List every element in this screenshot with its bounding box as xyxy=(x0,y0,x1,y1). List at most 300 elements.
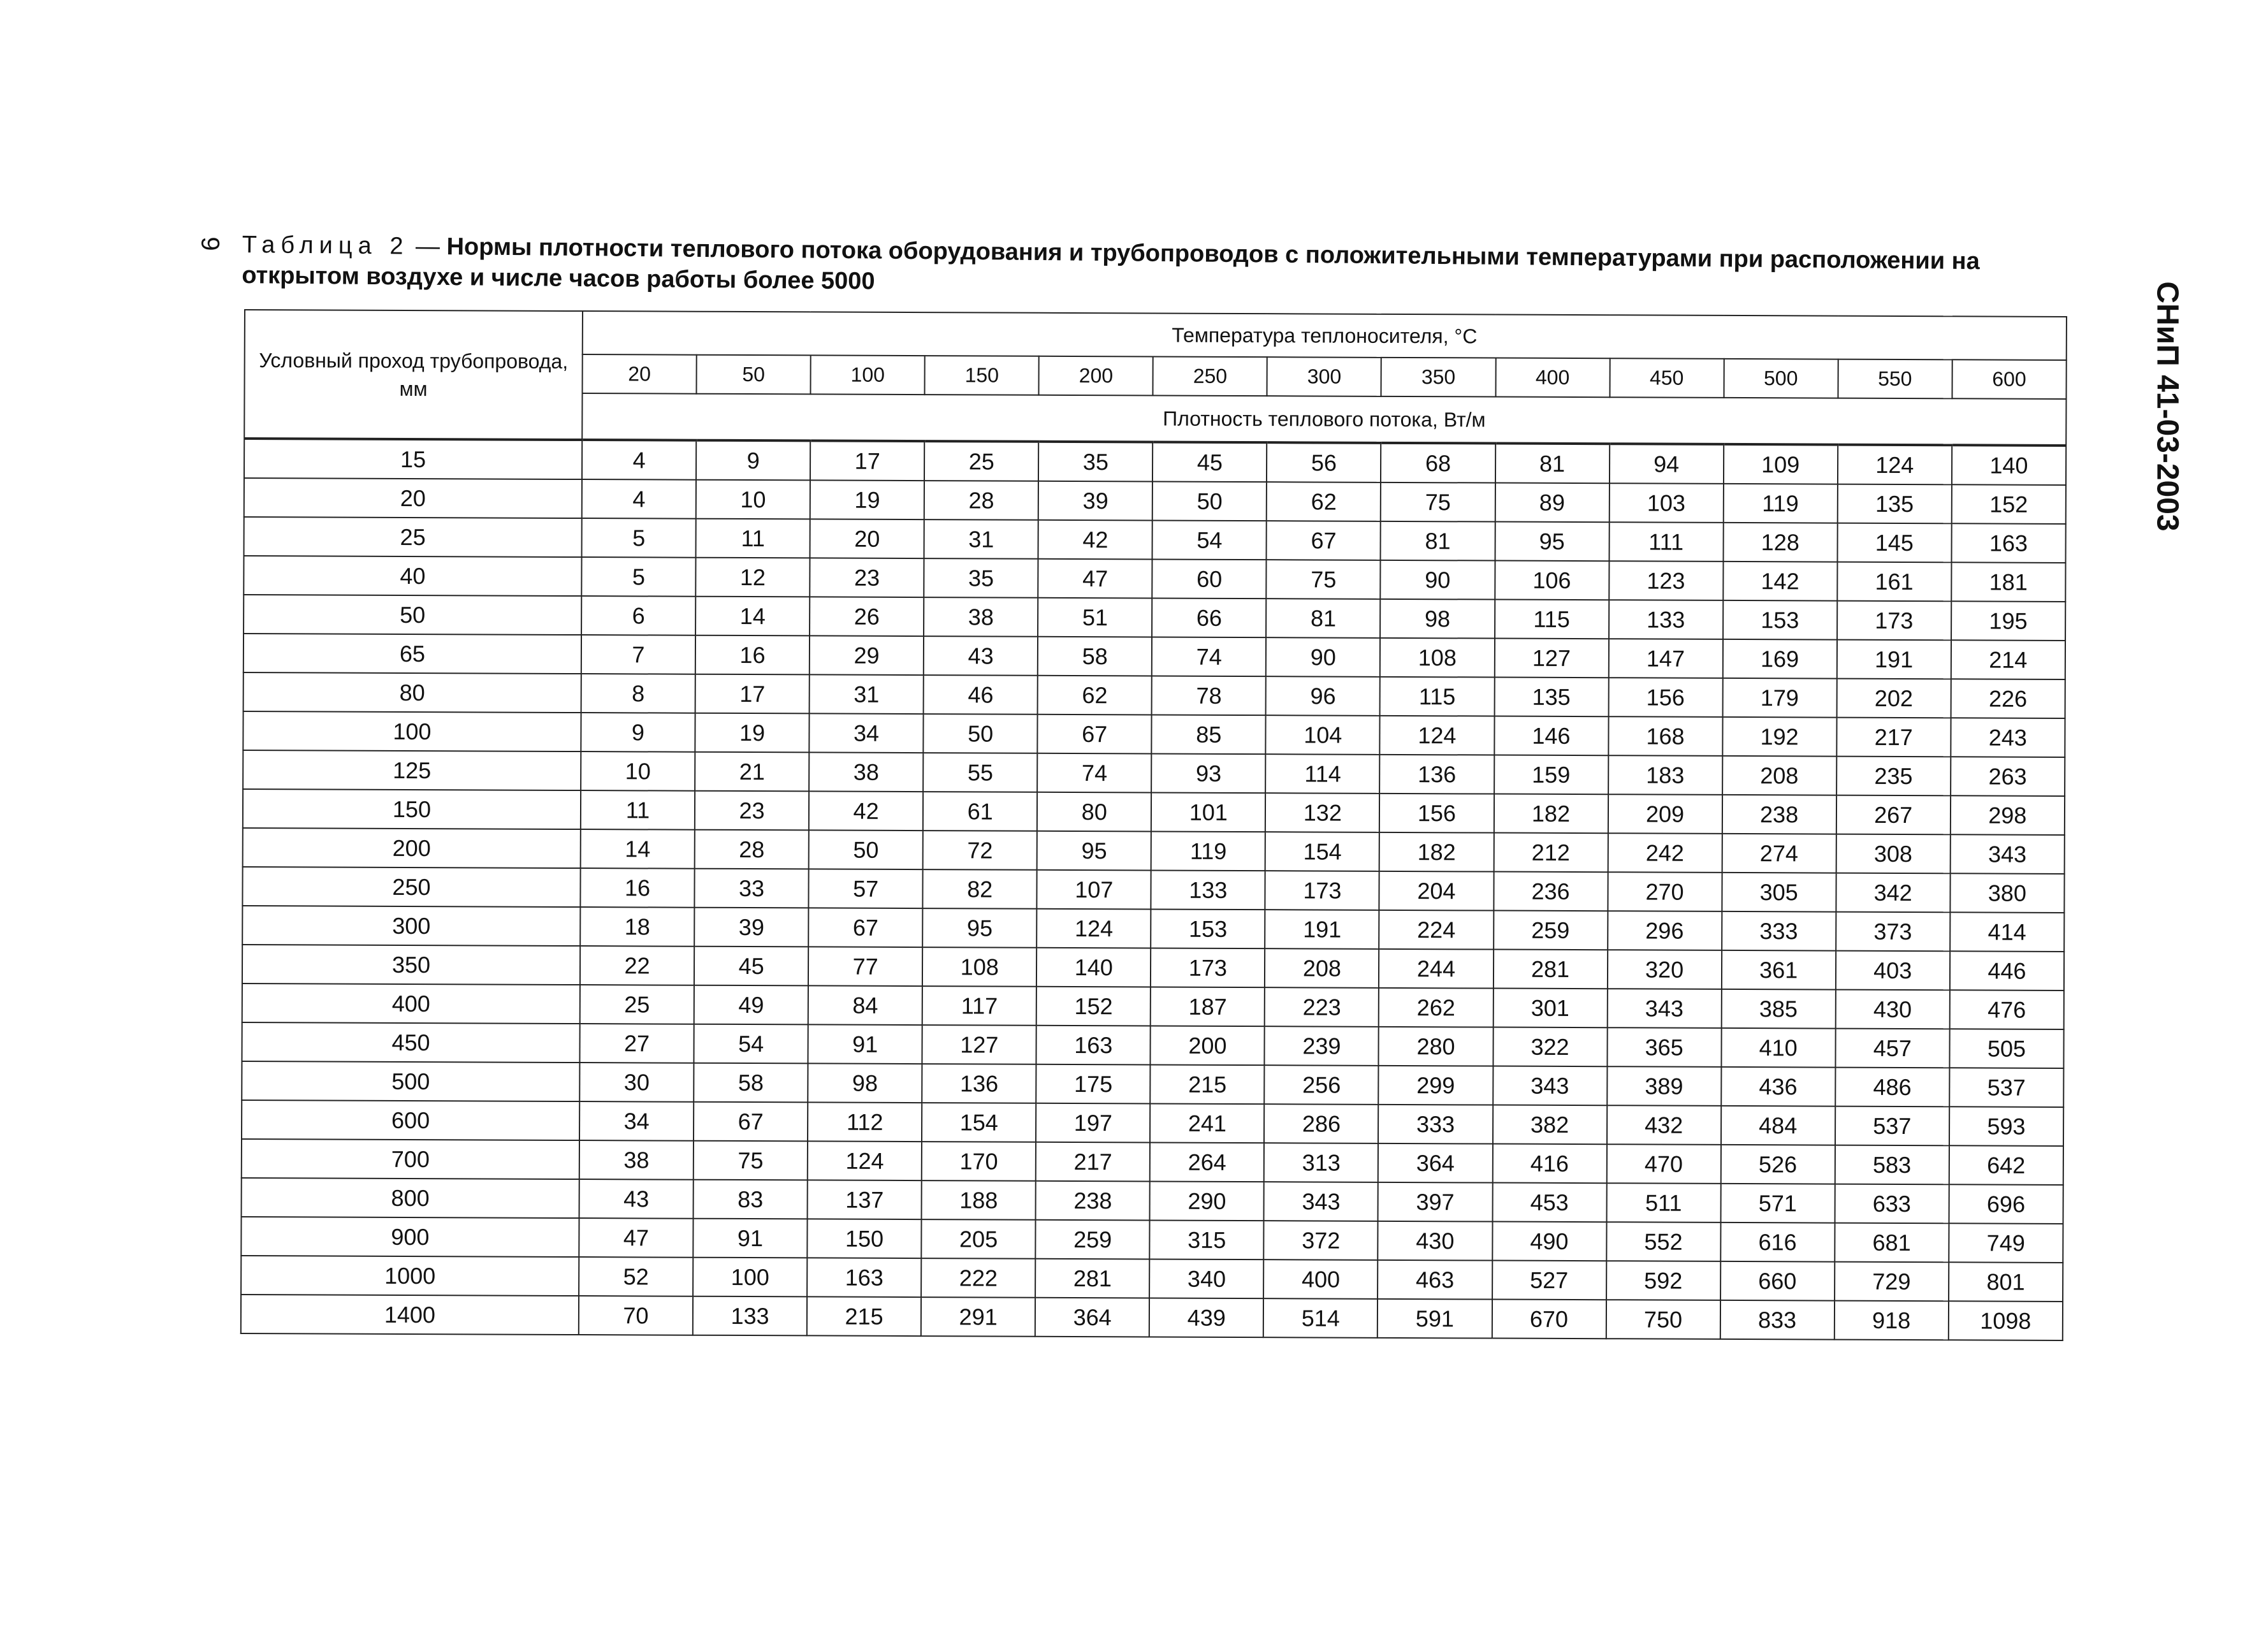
heat-flux-cell: 457 xyxy=(1835,1029,1949,1068)
heat-flux-cell: 205 xyxy=(921,1219,1035,1259)
table-row xyxy=(244,672,2065,718)
heat-flux-cell: 416 xyxy=(1492,1144,1606,1184)
heat-flux-cell: 68 xyxy=(1381,443,1495,483)
heat-flux-cell: 95 xyxy=(922,908,1036,948)
heat-flux-cell: 17 xyxy=(810,440,924,481)
heat-flux-cell: 214 xyxy=(1951,640,2065,679)
pipe-diameter-cell: 300 xyxy=(242,906,580,946)
heat-flux-cell: 133 xyxy=(1609,600,1723,639)
heat-flux-cell: 183 xyxy=(1608,755,1722,795)
heat-flux-cell: 91 xyxy=(693,1219,807,1258)
heat-flux-cell: 61 xyxy=(923,792,1037,831)
heat-flux-cell: 35 xyxy=(1038,442,1152,482)
heat-flux-cell: 592 xyxy=(1606,1261,1720,1300)
heat-flux-cell: 400 xyxy=(1263,1259,1378,1299)
temperature-cell: 200 xyxy=(1039,356,1153,396)
heat-flux-cell: 127 xyxy=(1494,639,1608,678)
pipe-diameter-cell: 200 xyxy=(243,828,581,868)
heat-flux-cell: 124 xyxy=(1380,716,1494,755)
heat-flux-cell: 280 xyxy=(1379,1027,1493,1066)
pipe-diameter-cell: 15 xyxy=(244,439,582,479)
heat-flux-cell: 145 xyxy=(1837,523,1951,563)
heat-flux-cell: 583 xyxy=(1835,1145,1949,1185)
temperature-header: Температура теплоносителя, °С xyxy=(583,311,2067,360)
heat-flux-cell: 259 xyxy=(1036,1220,1150,1259)
heat-flux-cell: 410 xyxy=(1721,1028,1835,1068)
heat-flux-cell: 173 xyxy=(1151,948,1265,987)
page-number: 9 xyxy=(196,236,224,251)
heat-flux-cell: 9 xyxy=(696,440,810,481)
heat-flux-cell: 187 xyxy=(1151,987,1265,1026)
heat-flux-cell: 115 xyxy=(1380,677,1494,716)
heat-flux-cell: 20 xyxy=(810,519,924,558)
heat-flux-cell: 45 xyxy=(694,947,808,986)
heat-flux-cell: 135 xyxy=(1494,678,1608,717)
pipe-diameter-cell: 800 xyxy=(242,1178,579,1218)
heat-flux-cell: 51 xyxy=(1038,598,1152,637)
heat-flux-cell: 372 xyxy=(1264,1221,1378,1260)
heat-flux-cell: 364 xyxy=(1378,1143,1492,1183)
table-row xyxy=(244,556,2065,602)
heat-flux-cell: 136 xyxy=(1380,755,1494,794)
temperature-cell: 300 xyxy=(1267,357,1381,396)
heat-flux-cell: 169 xyxy=(1722,639,1836,679)
density-header: Плотность теплового потока, Вт/м xyxy=(582,393,2066,446)
heat-flux-cell: 152 xyxy=(1951,484,2065,524)
pipe-diameter-cell: 150 xyxy=(243,789,581,829)
heat-flux-cell: 313 xyxy=(1264,1143,1378,1182)
heat-flux-cell: 191 xyxy=(1265,910,1379,949)
heat-flux-cell: 58 xyxy=(1038,637,1152,676)
heat-flux-cell: 19 xyxy=(810,480,924,519)
heat-flux-cell: 403 xyxy=(1836,951,1950,991)
heat-flux-cell: 50 xyxy=(924,714,1038,753)
heat-flux-cell: 286 xyxy=(1264,1104,1378,1143)
heat-flux-cell: 430 xyxy=(1835,990,1949,1029)
heat-flux-cell: 45 xyxy=(1152,442,1267,482)
heat-flux-cell: 238 xyxy=(1722,795,1836,834)
heat-flux-cell: 660 xyxy=(1720,1261,1835,1301)
table-label: Таблица 2 xyxy=(242,231,409,260)
table-row xyxy=(241,1295,2063,1340)
heat-flux-cell: 49 xyxy=(694,985,808,1025)
pipe-diameter-cell: 65 xyxy=(244,634,581,674)
heat-flux-cell: 80 xyxy=(1037,792,1151,832)
heat-flux-cell: 244 xyxy=(1379,949,1493,989)
heat-flux-cell: 264 xyxy=(1150,1142,1264,1182)
heat-flux-cell: 18 xyxy=(580,907,694,947)
heat-flux-cell: 54 xyxy=(694,1024,808,1064)
heat-flux-cell: 67 xyxy=(808,908,922,947)
heat-flux-cell: 343 xyxy=(1607,989,1721,1028)
heat-flux-cell: 55 xyxy=(923,753,1037,792)
pipe-diameter-cell: 1000 xyxy=(241,1256,579,1296)
pipe-diameter-cell: 1400 xyxy=(241,1295,579,1335)
heat-flux-cell: 119 xyxy=(1723,484,1837,523)
heat-flux-cell: 95 xyxy=(1495,522,1609,562)
heat-flux-cell: 514 xyxy=(1263,1298,1378,1338)
heat-flux-cell: 202 xyxy=(1836,679,1951,718)
heat-flux-cell: 10 xyxy=(696,480,810,519)
heat-flux-cell: 31 xyxy=(810,674,924,714)
heat-flux-cell: 75 xyxy=(1267,560,1381,599)
caption-dash: — xyxy=(409,233,447,261)
heat-flux-cell: 163 xyxy=(807,1258,921,1297)
heat-flux-cell: 43 xyxy=(579,1179,694,1219)
heat-flux-cell: 14 xyxy=(581,829,695,869)
heat-flux-cell: 62 xyxy=(1267,482,1381,521)
heat-flux-cell: 137 xyxy=(808,1180,922,1219)
temperature-cell: 500 xyxy=(1724,359,1838,398)
temperature-cell: 400 xyxy=(1495,358,1610,398)
heat-flux-cell: 28 xyxy=(924,481,1038,520)
heat-flux-cell: 136 xyxy=(922,1064,1036,1103)
heat-flux-cell: 290 xyxy=(1150,1181,1264,1221)
heat-flux-cell: 263 xyxy=(1951,757,2065,796)
table-row xyxy=(243,711,2065,757)
heat-flux-cell: 154 xyxy=(922,1103,1036,1142)
pipe-diameter-cell: 450 xyxy=(242,1022,579,1063)
heat-flux-cell: 453 xyxy=(1492,1183,1606,1223)
heat-flux-cell: 181 xyxy=(1951,562,2065,602)
heat-flux-cell: 128 xyxy=(1723,523,1837,562)
heat-flux-cell: 4 xyxy=(582,440,696,480)
pipe-diameter-cell: 100 xyxy=(243,711,581,751)
heat-flux-cell: 14 xyxy=(695,597,810,636)
heat-flux-cell: 81 xyxy=(1266,599,1380,638)
heat-flux-cell: 43 xyxy=(924,636,1038,676)
heat-flux-cell: 38 xyxy=(924,597,1038,637)
heat-flux-cell: 38 xyxy=(809,752,923,792)
heat-flux-cell: 96 xyxy=(1266,676,1380,716)
heat-flux-cell: 505 xyxy=(1949,1029,2063,1068)
heat-flux-cell: 430 xyxy=(1378,1221,1492,1261)
temperature-cell: 350 xyxy=(1381,358,1495,397)
heat-flux-cell: 23 xyxy=(810,558,924,597)
heat-flux-cell: 333 xyxy=(1722,911,1836,951)
heat-flux-cell: 67 xyxy=(1038,715,1152,754)
heat-flux-cell: 256 xyxy=(1265,1065,1379,1105)
heat-flux-cell: 243 xyxy=(1951,718,2065,757)
pipe-diameter-cell: 40 xyxy=(244,556,581,596)
table-row xyxy=(241,1217,2063,1263)
heat-flux-cell: 57 xyxy=(809,869,923,908)
heat-flux-cell: 470 xyxy=(1606,1144,1720,1184)
heat-flux-cell: 801 xyxy=(1949,1262,2063,1302)
heat-flux-cell: 67 xyxy=(694,1102,808,1142)
heat-flux-cell: 90 xyxy=(1381,560,1495,600)
heat-flux-cell: 593 xyxy=(1949,1107,2063,1146)
heat-flux-cell: 82 xyxy=(923,869,1037,909)
heat-flux-cell: 159 xyxy=(1494,755,1608,795)
heat-flux-cell: 47 xyxy=(579,1218,693,1258)
table-caption xyxy=(242,229,2091,309)
table-title: Нормы плотности теплового потока оборудования и трубопроводов с положительными температурами при расположении на открытом воздухе и числе часов работы более 5000 xyxy=(242,233,1980,295)
heat-flux-cell: 78 xyxy=(1152,676,1266,715)
heat-flux-cell: 27 xyxy=(579,1024,694,1063)
heat-flux-cell: 67 xyxy=(1267,521,1381,560)
heat-flux-cell: 291 xyxy=(921,1297,1035,1337)
heat-flux-cell: 217 xyxy=(1836,718,1951,757)
heat-flux-cell: 75 xyxy=(1381,483,1495,522)
heat-flux-cell: 25 xyxy=(924,441,1038,481)
heat-flux-cell: 446 xyxy=(1950,951,2064,991)
heat-flux-cell: 918 xyxy=(1834,1301,1948,1340)
heat-flux-cell: 10 xyxy=(581,751,695,791)
heat-flux-cell: 526 xyxy=(1720,1145,1835,1184)
temperature-cell: 100 xyxy=(811,355,925,395)
heat-flux-cell: 696 xyxy=(1949,1184,2063,1224)
heat-flux-cell: 215 xyxy=(1151,1064,1265,1104)
heat-flux-cell: 115 xyxy=(1495,600,1609,639)
heat-flux-cell: 34 xyxy=(579,1101,694,1141)
heat-flux-cell: 132 xyxy=(1265,793,1379,832)
heat-flux-cell: 298 xyxy=(1951,795,2065,835)
heat-flux-cell: 361 xyxy=(1722,950,1836,990)
heat-flux-cell: 729 xyxy=(1835,1262,1949,1302)
heat-flux-cell: 56 xyxy=(1267,442,1381,483)
heat-flux-cell: 142 xyxy=(1723,562,1837,601)
heat-flux-cell: 343 xyxy=(1950,834,2064,874)
heat-flux-cell: 179 xyxy=(1722,678,1836,718)
heat-flux-cell: 72 xyxy=(923,831,1037,870)
heat-flux-cell: 135 xyxy=(1837,484,1951,524)
heat-flux-cell: 152 xyxy=(1036,987,1151,1026)
heat-flux-cell: 463 xyxy=(1378,1260,1492,1300)
heat-flux-cell: 439 xyxy=(1149,1298,1263,1337)
heat-flux-cell: 30 xyxy=(579,1063,694,1102)
heat-flux-cell: 42 xyxy=(809,791,923,831)
heat-flux-cell: 222 xyxy=(921,1258,1035,1298)
heat-flux-cell: 749 xyxy=(1949,1223,2063,1263)
heat-flux-cell: 50 xyxy=(1152,481,1267,521)
temperature-cell: 50 xyxy=(697,355,811,395)
heat-flux-cell: 7 xyxy=(581,635,695,674)
heat-flux-cell: 200 xyxy=(1151,1026,1265,1065)
heat-flux-cell: 299 xyxy=(1379,1066,1493,1105)
heat-flux-cell: 527 xyxy=(1492,1261,1606,1300)
heat-flux-cell: 322 xyxy=(1493,1027,1607,1067)
heat-flux-cell: 380 xyxy=(1950,873,2064,913)
heat-flux-cell: 38 xyxy=(579,1140,694,1180)
heat-flux-cell: 224 xyxy=(1379,910,1494,950)
heat-flux-cell: 146 xyxy=(1494,716,1608,756)
pipe-diameter-cell: 80 xyxy=(244,672,581,713)
heat-flux-cell: 633 xyxy=(1835,1184,1949,1224)
table-row xyxy=(242,1139,2063,1185)
heat-flux-cell: 259 xyxy=(1494,911,1608,950)
heat-flux-cell: 217 xyxy=(1036,1142,1150,1182)
pipe-diameter-cell: 25 xyxy=(244,517,582,557)
heat-flux-cell: 340 xyxy=(1149,1259,1263,1298)
heat-flux-cell: 124 xyxy=(1036,909,1151,948)
heat-flux-cell: 70 xyxy=(579,1296,693,1335)
heat-flux-cell: 281 xyxy=(1035,1259,1149,1298)
heat-flux-cell: 5 xyxy=(582,518,696,558)
heat-flux-cell: 74 xyxy=(1037,753,1151,793)
heat-flux-cell: 267 xyxy=(1836,795,1951,835)
heat-flux-cell: 33 xyxy=(694,869,808,908)
table-row xyxy=(242,1022,2063,1068)
document-code: СНиП 41-03-2003 xyxy=(2150,281,2184,532)
heat-flux-cell: 54 xyxy=(1152,520,1267,560)
heat-flux-cell: 84 xyxy=(808,985,922,1025)
heat-flux-cell: 168 xyxy=(1608,716,1722,756)
pipe-diameter-cell: 350 xyxy=(242,945,580,985)
heat-flux-cell: 616 xyxy=(1720,1223,1835,1262)
heat-flux-cell: 98 xyxy=(1380,599,1494,639)
pipe-diameter-cell: 400 xyxy=(242,984,580,1024)
heat-flux-cell: 163 xyxy=(1036,1026,1151,1065)
heat-flux-cell: 188 xyxy=(922,1180,1036,1220)
heat-flux-cell: 301 xyxy=(1493,989,1607,1028)
heat-flux-cell: 397 xyxy=(1378,1182,1492,1222)
heat-flux-cell: 1098 xyxy=(1949,1301,2063,1340)
heat-flux-cell: 389 xyxy=(1607,1066,1721,1106)
heat-flux-cell: 432 xyxy=(1607,1105,1721,1145)
heat-flux-cell: 364 xyxy=(1035,1298,1149,1337)
heat-flux-cell: 19 xyxy=(695,713,809,753)
pipe-diameter-cell: 50 xyxy=(244,595,581,635)
heat-flux-cell: 241 xyxy=(1150,1103,1264,1143)
heat-flux-cell: 107 xyxy=(1037,870,1151,910)
heat-flux-cell: 150 xyxy=(807,1219,921,1258)
heat-flux-cell: 274 xyxy=(1722,834,1836,873)
heat-flux-cell: 343 xyxy=(1264,1182,1378,1221)
heat-flux-cell: 9 xyxy=(581,713,695,752)
heat-flux-cell: 119 xyxy=(1151,831,1265,871)
heat-flux-cell: 17 xyxy=(695,674,810,714)
heat-flux-cell: 112 xyxy=(808,1102,922,1142)
heat-flux-cell: 537 xyxy=(1835,1107,1949,1146)
heat-flux-cell: 208 xyxy=(1722,756,1836,795)
pipe-diameter-cell: 250 xyxy=(242,867,580,907)
temperature-cell: 250 xyxy=(1153,356,1267,396)
heat-flux-cell: 60 xyxy=(1152,559,1267,599)
heat-flux-cell: 156 xyxy=(1608,678,1722,717)
heat-flux-cell: 140 xyxy=(1952,445,2066,485)
heat-flux-cell: 382 xyxy=(1492,1105,1606,1145)
heat-flux-cell: 29 xyxy=(810,635,924,675)
heat-flux-cell: 571 xyxy=(1720,1184,1835,1223)
heat-flux-cell: 16 xyxy=(580,868,694,908)
heat-flux-cell: 50 xyxy=(809,830,923,869)
table-row xyxy=(242,945,2064,991)
heat-flux-cell: 75 xyxy=(694,1141,808,1180)
pipe-diameter-cell: 700 xyxy=(242,1139,579,1179)
heat-flux-cell: 262 xyxy=(1379,988,1493,1027)
heat-flux-cell: 591 xyxy=(1378,1299,1492,1339)
heat-flux-cell: 182 xyxy=(1379,832,1494,872)
heat-flux-cell: 91 xyxy=(808,1024,922,1064)
heat-flux-cell: 296 xyxy=(1608,911,1722,950)
heat-flux-cell: 161 xyxy=(1837,562,1951,602)
heat-flux-cell: 173 xyxy=(1837,601,1951,641)
table-row xyxy=(244,595,2065,641)
table-container xyxy=(240,309,2067,1341)
heat-flux-cell: 95 xyxy=(1037,831,1151,871)
pipe-diameter-cell: 600 xyxy=(242,1100,579,1140)
heat-flux-cell: 212 xyxy=(1494,833,1608,873)
pipe-diameter-cell: 20 xyxy=(244,478,582,518)
heat-flux-cell: 182 xyxy=(1494,794,1608,834)
heat-flux-cell: 239 xyxy=(1265,1026,1379,1066)
table-row xyxy=(244,634,2065,679)
heat-flux-cell: 26 xyxy=(810,597,924,636)
heat-flux-cell: 23 xyxy=(695,791,809,831)
heat-flux-cell: 106 xyxy=(1495,561,1609,600)
heat-flux-cell: 108 xyxy=(922,947,1036,987)
heat-flux-cell: 537 xyxy=(1949,1068,2063,1107)
heat-flux-cell: 192 xyxy=(1722,717,1836,757)
heat-flux-cell: 31 xyxy=(924,519,1038,559)
temperature-cell: 150 xyxy=(925,356,1039,395)
temperature-cell: 20 xyxy=(582,354,696,394)
heat-flux-cell: 35 xyxy=(924,558,1038,598)
pipe-diameter-cell: 500 xyxy=(242,1061,579,1101)
heat-flux-cell: 124 xyxy=(1838,445,1952,485)
heat-flux-cell: 83 xyxy=(694,1180,808,1219)
heat-flux-cell: 281 xyxy=(1493,950,1607,989)
heat-flux-cell: 175 xyxy=(1036,1064,1150,1104)
heat-flux-cell: 681 xyxy=(1835,1223,1949,1263)
heat-flux-cell: 173 xyxy=(1265,871,1379,910)
table-row xyxy=(242,906,2064,952)
heat-flux-cell: 490 xyxy=(1492,1222,1606,1261)
heat-flux-cell: 25 xyxy=(580,985,694,1024)
heat-flux-cell: 195 xyxy=(1951,601,2065,641)
table-row xyxy=(242,1178,2063,1224)
heat-flux-cell: 365 xyxy=(1607,1027,1721,1067)
heat-flux-cell: 89 xyxy=(1495,483,1609,523)
table-row xyxy=(242,984,2064,1029)
table-row xyxy=(244,517,2066,563)
heat-flux-cell: 343 xyxy=(1493,1066,1607,1106)
heat-flux-cell: 235 xyxy=(1836,757,1951,796)
heat-flux-cell: 111 xyxy=(1609,522,1723,562)
heat-flux-cell: 238 xyxy=(1036,1181,1150,1221)
temperature-cell: 600 xyxy=(1952,359,2066,399)
table-row xyxy=(244,439,2066,485)
heat-flux-cell: 108 xyxy=(1380,638,1494,678)
heat-flux-cell: 98 xyxy=(808,1063,922,1103)
heat-flux-cell: 153 xyxy=(1151,909,1265,948)
heat-flux-cell: 156 xyxy=(1379,794,1494,833)
heat-flux-cell: 153 xyxy=(1723,600,1837,640)
heat-flux-cell: 315 xyxy=(1150,1220,1264,1259)
heat-flux-cell: 81 xyxy=(1381,521,1495,561)
heat-flux-cell: 833 xyxy=(1720,1300,1834,1340)
table-row xyxy=(242,1061,2063,1107)
heat-flux-cell: 154 xyxy=(1265,832,1379,871)
heat-flux-cell: 114 xyxy=(1265,754,1379,794)
heat-flux-cell: 191 xyxy=(1836,640,1951,679)
heat-flux-cell: 204 xyxy=(1379,871,1494,911)
temperature-cell: 450 xyxy=(1610,358,1724,398)
heat-flux-cell: 5 xyxy=(581,557,695,597)
table-row xyxy=(242,867,2064,913)
heat-flux-cell: 93 xyxy=(1151,753,1265,793)
heat-flux-cell: 11 xyxy=(696,519,810,558)
heat-flux-cell: 511 xyxy=(1606,1183,1720,1223)
heat-flux-cell: 11 xyxy=(581,790,695,830)
table-row xyxy=(243,828,2065,874)
heat-flux-cell: 170 xyxy=(922,1142,1036,1181)
heat-flux-cell: 133 xyxy=(1151,870,1265,910)
heat-flux-cell: 385 xyxy=(1721,989,1835,1029)
heat-flux-cell: 140 xyxy=(1036,948,1151,987)
heat-flux-cell: 47 xyxy=(1038,559,1152,599)
